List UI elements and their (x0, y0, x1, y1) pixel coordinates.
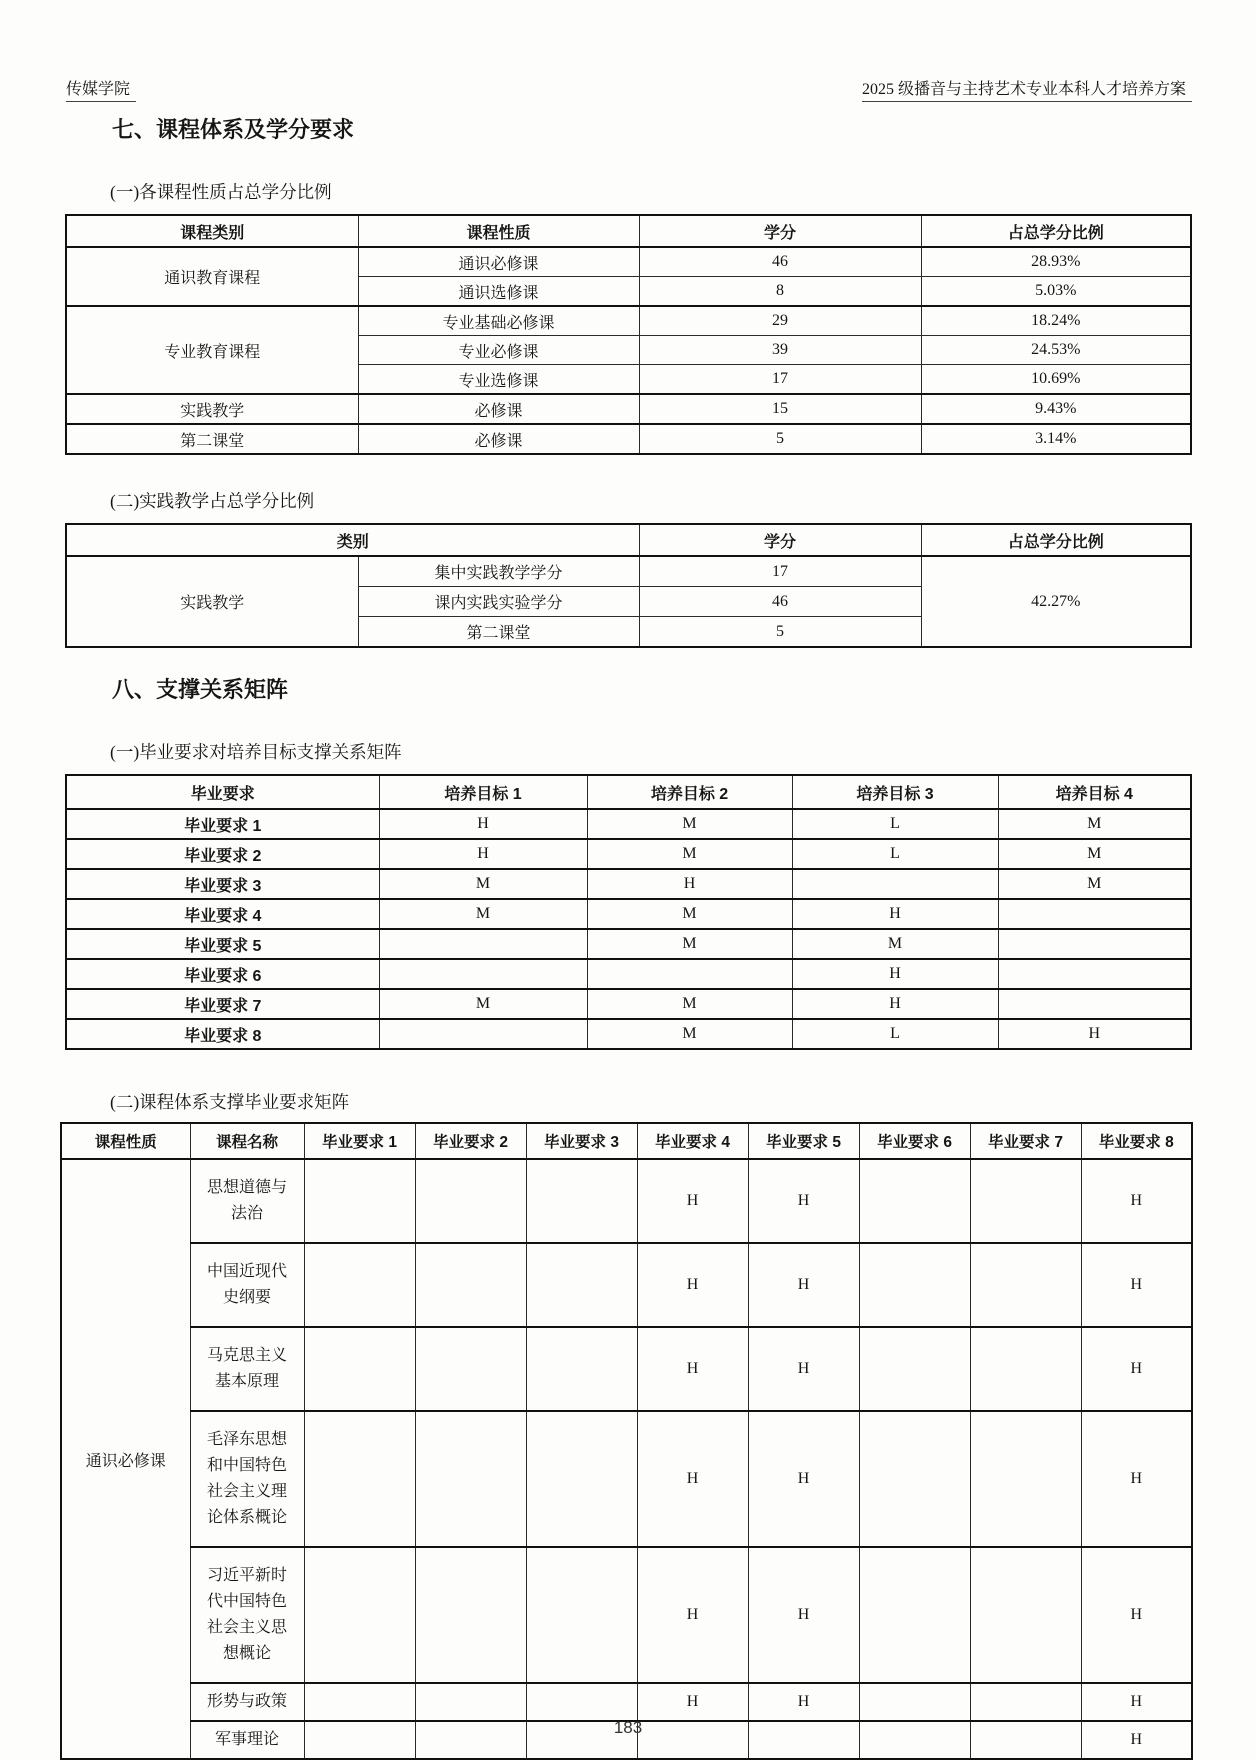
subsection-8-2-title: (二)课程体系支撑毕业要求矩阵 (110, 1092, 350, 1112)
credits-cell: 17 (639, 556, 921, 587)
credits-cell: 8 (639, 277, 921, 307)
table-header-row (61, 1123, 1192, 1159)
support-level-cell: H (637, 1327, 748, 1411)
table-row (66, 556, 1191, 587)
support-level-cell: M (587, 989, 792, 1019)
support-level-cell: H (1081, 1547, 1192, 1683)
column-header-course-name: 课程名称 (190, 1123, 304, 1159)
practice-type-cell: 集中实践教学学分 (358, 556, 639, 587)
matrix-row (61, 1243, 1192, 1327)
support-level-cell: M (587, 899, 792, 929)
support-level-cell (792, 869, 998, 899)
percent-cell: 9.43% (921, 394, 1191, 424)
column-header-req-2: 毕业要求 2 (415, 1123, 526, 1159)
column-header-req-7: 毕业要求 7 (970, 1123, 1081, 1159)
practice-type-cell: 课内实践实验学分 (358, 587, 639, 617)
support-level-cell: L (792, 1019, 998, 1049)
percent-cell: 24.53% (921, 336, 1191, 365)
goal-matrix-body (66, 809, 1191, 1049)
support-level-cell: H (748, 1683, 859, 1721)
support-level-cell (415, 1327, 526, 1411)
column-header-req-1: 毕业要求 1 (304, 1123, 415, 1159)
column-header-req-6: 毕业要求 6 (859, 1123, 970, 1159)
support-level-cell (970, 1683, 1081, 1721)
practice-ratio-table (65, 523, 1192, 648)
subsection-7-2-title: (二)实践教学占总学分比例 (110, 491, 315, 511)
credits-cell: 39 (639, 336, 921, 365)
table-row (66, 247, 1191, 277)
support-level-cell: M (587, 839, 792, 869)
goal-matrix-header (66, 775, 1191, 809)
support-level-cell: H (748, 1327, 859, 1411)
support-level-cell: H (748, 1243, 859, 1327)
support-level-cell (587, 959, 792, 989)
support-level-cell: M (998, 869, 1191, 899)
requirement-label-cell: 毕业要求 6 (66, 959, 379, 989)
matrix-row (66, 929, 1191, 959)
support-level-cell (859, 1683, 970, 1721)
support-level-cell (998, 959, 1191, 989)
support-level-cell (379, 929, 587, 959)
support-level-cell (859, 1243, 970, 1327)
support-level-cell: H (1081, 1411, 1192, 1547)
table-row (66, 394, 1191, 424)
support-level-cell: M (587, 809, 792, 839)
support-level-cell: H (998, 1019, 1191, 1049)
course-name-cell: 军事理论 (190, 1721, 304, 1759)
matrix-row (66, 869, 1191, 899)
practice-category-cell: 实践教学 (66, 556, 358, 647)
column-header-category: 课程类别 (66, 215, 358, 247)
credits-cell: 29 (639, 306, 921, 336)
column-header-percent: 占总学分比例 (921, 524, 1191, 556)
column-header-goal-2: 培养目标 2 (587, 775, 792, 809)
table-header-row (66, 524, 1191, 556)
course-category-cell: 通识教育课程 (66, 247, 358, 306)
table-header-row (66, 215, 1191, 247)
requirement-label-cell: 毕业要求 1 (66, 809, 379, 839)
support-level-cell: H (748, 1159, 859, 1243)
requirement-label-cell: 毕业要求 3 (66, 869, 379, 899)
requirement-label-cell: 毕业要求 4 (66, 899, 379, 929)
support-level-cell: H (1081, 1683, 1192, 1721)
support-level-cell (526, 1547, 637, 1683)
support-level-cell: H (748, 1411, 859, 1547)
matrix-row (66, 1019, 1191, 1049)
column-header-req-4: 毕业要求 4 (637, 1123, 748, 1159)
header-left-text: 传媒学院 (66, 80, 136, 102)
course-name-cell: 马克思主义基本原理 (190, 1327, 304, 1411)
course-name-cell: 思想道德与法治 (190, 1159, 304, 1243)
support-level-cell (304, 1327, 415, 1411)
support-level-cell (415, 1411, 526, 1547)
practice-ratio-table-header (66, 524, 1191, 556)
support-level-cell (415, 1243, 526, 1327)
page-number: 183 (613, 1718, 643, 1737)
support-level-cell: M (587, 929, 792, 959)
support-level-cell: M (998, 839, 1191, 869)
column-header-type: 类别 (66, 524, 639, 556)
support-level-cell (998, 929, 1191, 959)
support-level-cell (304, 1547, 415, 1683)
matrix-row (61, 1547, 1192, 1683)
column-header-credits: 学分 (639, 524, 921, 556)
course-category-cell: 实践教学 (66, 394, 358, 424)
course-name-cell: 中国近现代史纲要 (190, 1243, 304, 1327)
support-level-cell (970, 1243, 1081, 1327)
table-row (66, 424, 1191, 454)
support-level-cell: H (637, 1547, 748, 1683)
support-level-cell: H (1081, 1243, 1192, 1327)
support-level-cell (304, 1243, 415, 1327)
support-level-cell (415, 1547, 526, 1683)
support-level-cell: H (1081, 1159, 1192, 1243)
support-level-cell: M (998, 809, 1191, 839)
credits-cell: 46 (639, 247, 921, 277)
support-level-cell (526, 1411, 637, 1547)
goal-support-matrix-table (65, 774, 1192, 1050)
support-level-cell: L (792, 809, 998, 839)
support-level-cell: H (792, 989, 998, 1019)
matrix-row (66, 809, 1191, 839)
percent-cell: 3.14% (921, 424, 1191, 454)
column-header-goal-1: 培养目标 1 (379, 775, 587, 809)
support-level-cell: M (587, 1019, 792, 1049)
practice-ratio-table-body (66, 556, 1191, 647)
page-header (0, 0, 1256, 102)
support-level-cell (415, 1159, 526, 1243)
header-right-text: 2025 级播音与主持艺术专业本科人才培养方案 (862, 80, 1192, 102)
credit-ratio-table-body (66, 247, 1191, 454)
column-header-requirement: 毕业要求 (66, 775, 379, 809)
support-level-cell: H (637, 1243, 748, 1327)
course-matrix-body (61, 1159, 1192, 1759)
credits-cell: 5 (639, 424, 921, 454)
support-level-cell (379, 959, 587, 989)
course-name-cell: 毛泽东思想和中国特色社会主义理论体系概论 (190, 1411, 304, 1547)
matrix-row (66, 899, 1191, 929)
support-level-cell (526, 1243, 637, 1327)
percent-cell: 18.24% (921, 306, 1191, 336)
column-header-goal-3: 培养目标 3 (792, 775, 998, 809)
section-8-title: 八、支撑关系矩阵 (112, 677, 289, 702)
course-category-cell: 第二课堂 (66, 424, 358, 454)
table-header-row (66, 775, 1191, 809)
course-nature-cell: 通识选修课 (358, 277, 639, 307)
support-level-cell (859, 1547, 970, 1683)
column-header-credits: 学分 (639, 215, 921, 247)
course-nature-cell: 专业选修课 (358, 365, 639, 395)
credits-cell: 5 (639, 617, 921, 648)
percent-cell: 28.93% (921, 247, 1191, 277)
support-level-cell: H (637, 1159, 748, 1243)
support-level-cell (415, 1683, 526, 1721)
support-level-cell (379, 1019, 587, 1049)
support-level-cell: H (792, 959, 998, 989)
column-header-req-5: 毕业要求 5 (748, 1123, 859, 1159)
course-name-cell: 形势与政策 (190, 1683, 304, 1721)
matrix-row (66, 839, 1191, 869)
credit-ratio-table (65, 214, 1192, 455)
requirement-label-cell: 毕业要求 5 (66, 929, 379, 959)
section-7-title: 七、课程体系及学分要求 (112, 117, 355, 142)
total-percent-cell: 42.27% (921, 556, 1191, 647)
support-level-cell (526, 1327, 637, 1411)
column-header-percent: 占总学分比例 (921, 215, 1191, 247)
support-level-cell (526, 1683, 637, 1721)
support-level-cell (998, 899, 1191, 929)
support-level-cell: L (792, 839, 998, 869)
support-level-cell: H (1081, 1721, 1192, 1759)
support-level-cell (998, 989, 1191, 1019)
credits-cell: 15 (639, 394, 921, 424)
course-nature-cell: 必修课 (358, 424, 639, 454)
support-level-cell (304, 1159, 415, 1243)
support-level-cell (304, 1683, 415, 1721)
table-row (66, 306, 1191, 336)
support-level-cell: M (379, 989, 587, 1019)
practice-type-cell: 第二课堂 (358, 617, 639, 648)
credits-cell: 46 (639, 587, 921, 617)
support-level-cell (970, 1547, 1081, 1683)
credits-cell: 17 (639, 365, 921, 395)
percent-cell: 5.03% (921, 277, 1191, 307)
matrix-row (61, 1683, 1192, 1721)
matrix-row (66, 989, 1191, 1019)
matrix-row (61, 1411, 1192, 1547)
course-support-matrix-table (60, 1122, 1193, 1760)
percent-cell: 10.69% (921, 365, 1191, 395)
support-level-cell (970, 1327, 1081, 1411)
support-level-cell: H (637, 1683, 748, 1721)
matrix-row (61, 1327, 1192, 1411)
support-level-cell: M (379, 899, 587, 929)
course-nature-cell: 必修课 (358, 394, 639, 424)
column-header-goal-4: 培养目标 4 (998, 775, 1191, 809)
subsection-8-1-title: (一)毕业要求对培养目标支撑关系矩阵 (110, 742, 402, 762)
requirement-label-cell: 毕业要求 2 (66, 839, 379, 869)
support-level-cell: H (379, 839, 587, 869)
support-level-cell: H (587, 869, 792, 899)
course-category-cell: 专业教育课程 (66, 306, 358, 394)
support-level-cell: H (1081, 1327, 1192, 1411)
support-level-cell: H (792, 899, 998, 929)
support-level-cell: H (379, 809, 587, 839)
support-level-cell (970, 1411, 1081, 1547)
subsection-7-1-title: (一)各课程性质占总学分比例 (110, 182, 332, 202)
support-level-cell (304, 1411, 415, 1547)
credit-ratio-table-header (66, 215, 1191, 247)
support-level-cell: M (792, 929, 998, 959)
support-level-cell: M (379, 869, 587, 899)
column-header-req-8: 毕业要求 8 (1081, 1123, 1192, 1159)
column-header-course-nature: 课程性质 (61, 1123, 190, 1159)
support-level-cell (970, 1159, 1081, 1243)
requirement-label-cell: 毕业要求 8 (66, 1019, 379, 1049)
course-nature-cell: 专业必修课 (358, 336, 639, 365)
course-nature-cell: 通识必修课 (61, 1159, 190, 1759)
course-name-cell: 习近平新时代中国特色社会主义思想概论 (190, 1547, 304, 1683)
column-header-req-3: 毕业要求 3 (526, 1123, 637, 1159)
course-matrix-header (61, 1123, 1192, 1159)
course-nature-cell: 通识必修课 (358, 247, 639, 277)
support-level-cell (859, 1327, 970, 1411)
support-level-cell (859, 1159, 970, 1243)
support-level-cell (859, 1411, 970, 1547)
support-level-cell (526, 1159, 637, 1243)
support-level-cell: H (637, 1411, 748, 1547)
course-nature-cell: 专业基础必修课 (358, 306, 639, 336)
matrix-row (61, 1159, 1192, 1243)
support-level-cell: H (748, 1547, 859, 1683)
requirement-label-cell: 毕业要求 7 (66, 989, 379, 1019)
column-header-nature: 课程性质 (358, 215, 639, 247)
matrix-row (66, 959, 1191, 989)
